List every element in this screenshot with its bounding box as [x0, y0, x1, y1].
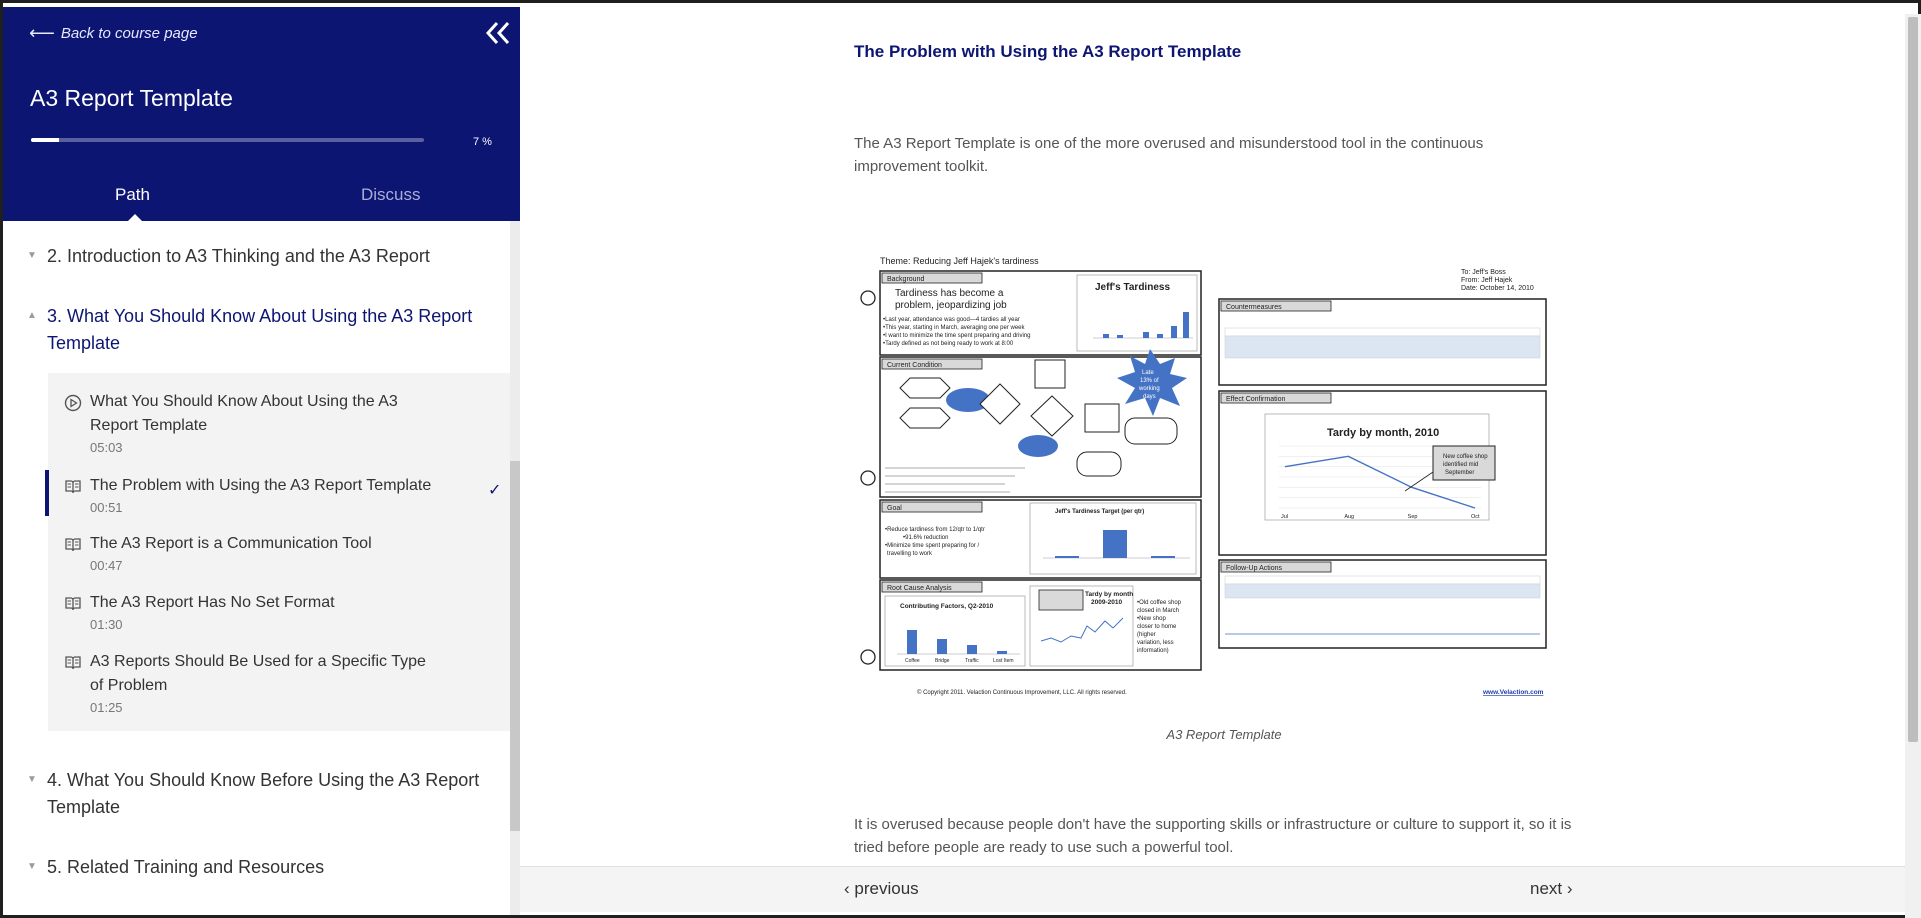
root-note: •New shop [1137, 616, 1166, 622]
lesson-item[interactable] [48, 650, 510, 720]
chart2-callout: September [1445, 470, 1475, 476]
tab-discuss[interactable]: Discuss [361, 185, 421, 204]
tardy-chart-title: Tardy by month [1085, 591, 1134, 598]
figure-to: To: Jeff's Boss [1461, 269, 1506, 276]
lesson-title: The Problem with Using the A3 Report Template [90, 477, 432, 494]
root-note: (higher [1137, 632, 1156, 638]
course-sidebar [3, 7, 520, 915]
followup-box [1219, 560, 1546, 648]
lesson-item[interactable] [48, 390, 510, 455]
content-scrollbar-thumb[interactable] [1908, 17, 1918, 742]
body-line-1: It is overused because people don't have the supporting skills or infrastructure or culture to support it, so it is [854, 816, 1572, 833]
starburst-text: days [1143, 394, 1156, 400]
lesson-duration: 00:51 [90, 500, 123, 515]
lesson-navigation [520, 866, 1905, 912]
double-chevron-left-icon[interactable] [484, 19, 512, 47]
lesson-duration: 01:25 [90, 700, 123, 715]
effect-label: Effect Confirmation [1226, 396, 1286, 403]
starburst-text: Late [1142, 370, 1154, 376]
lesson-list [48, 373, 510, 731]
root-category: Coffee [905, 658, 920, 664]
next-button[interactable] [1530, 879, 1573, 899]
chart2-title: Tardy by month, 2010 [1327, 427, 1440, 439]
background-bullet: •This year, starting in March, averaging one per week [883, 325, 1025, 331]
section-label: 4. What You Should Know Before Using the A3 Report Template [47, 770, 480, 817]
lesson-title: What You Should Know About Using the A3 Report Template [90, 393, 398, 434]
root-note: variation, less [1137, 640, 1174, 646]
lesson-item[interactable] [48, 591, 510, 637]
current-lesson-marker [45, 470, 49, 516]
back-to-course-link[interactable] [29, 24, 198, 42]
chart2-callout: New coffee shop [1443, 454, 1488, 460]
book-icon [64, 478, 82, 496]
tab-path[interactable]: Path [115, 185, 150, 204]
section-label: 5. Related Training and Resources [47, 857, 325, 877]
background-text-1: Tardiness has become a [895, 288, 1004, 299]
root-chart-title: Contributing Factors, Q2-2010 [900, 603, 994, 610]
root-category: Lost Item [993, 658, 1014, 664]
starburst-text: 13% of [1140, 378, 1159, 384]
background-bullet: •I want to minimize the time spent preparing and driving [883, 333, 1031, 339]
hole-punch [861, 291, 875, 305]
chart2-month-label: Aug [1344, 514, 1355, 520]
next-label: next [1530, 879, 1563, 898]
lesson-item-current[interactable] [48, 474, 510, 520]
play-circle-icon [64, 394, 82, 412]
figure-website: www.Velaction.com [1483, 689, 1544, 696]
root-cause-label: Root Cause Analysis [887, 585, 952, 592]
lesson-title: A3 Reports Should Be Used for a Specific Type of Problem [90, 653, 426, 694]
countermeasures-label: Countermeasures [1226, 304, 1282, 311]
root-note: closer to home [1137, 624, 1177, 630]
lesson-title: The A3 Report Has No Set Format [90, 594, 335, 611]
book-icon [64, 595, 82, 613]
lesson-duration: 05:03 [90, 440, 123, 455]
figure-copyright: © Copyright 2011. Velaction Continuous Improvement, LLC. All rights reserved. [917, 690, 1127, 696]
figure-from: From: Jeff Hajek [1461, 277, 1513, 284]
chevron-up-icon: ▲ [27, 310, 37, 321]
lesson-duration: 01:30 [90, 617, 123, 632]
arrow-left-icon: ⟵ [29, 23, 55, 43]
progress-fill [31, 138, 59, 142]
section-label: 2. Introduction to A3 Thinking and the A3 Report [47, 246, 430, 266]
followup-label: Follow-Up Actions [1226, 565, 1283, 572]
background-bullet: •Last year, attendance was good—4 tardies all year [883, 317, 1020, 323]
hole-punch [861, 471, 875, 485]
sidebar-header [3, 7, 520, 221]
chart2-month-label: Oct [1471, 514, 1480, 520]
figure-theme: Theme: Reducing Jeff Hajek's tardiness [880, 256, 1039, 266]
previous-label: previous [854, 879, 919, 898]
hole-punch [861, 650, 875, 664]
section-label: 3. What You Should Know About Using the A3 Report Template [47, 306, 473, 353]
chevron-down-icon: ▼ [27, 861, 37, 872]
progress-percent: 7 % [473, 136, 492, 148]
goal-bullet: travelling to work [887, 551, 933, 557]
body-line-2: tried before people are ready to use such a powerful tool. [854, 839, 1234, 856]
previous-button[interactable] [844, 879, 919, 899]
root-category: Traffic [965, 658, 979, 664]
goal-bullet: •Reduce tardiness from 12/qtr to 1/qtr [885, 527, 985, 533]
book-icon [64, 536, 82, 554]
chart2-month-label: Jul [1281, 514, 1289, 520]
background-label: Background [887, 276, 925, 283]
chevron-down-icon: ▼ [27, 250, 37, 261]
chevron-right-icon: › [1566, 879, 1573, 898]
root-note: closed in March [1137, 608, 1180, 614]
figure-date: Date: October 14, 2010 [1461, 285, 1534, 292]
figure-caption: A3 Report Template [1166, 727, 1282, 742]
course-title: A3 Report Template [30, 85, 233, 111]
completed-check-icon: ✓ [488, 482, 502, 499]
goal-label: Goal [887, 505, 902, 512]
root-note: •Old coffee shop [1137, 600, 1182, 606]
chart1-title: Jeff's Tardiness [1095, 282, 1170, 293]
book-icon [64, 654, 82, 672]
current-condition-label: Current Condition [887, 362, 942, 369]
root-note: information) [1137, 648, 1169, 654]
sidebar-scrollbar-thumb[interactable] [510, 461, 520, 831]
chart2-month-label: Sep [1407, 514, 1418, 520]
goal-bullet: •91.6% reduction [903, 535, 949, 541]
tardy-chart-title: 2009-2010 [1091, 599, 1123, 606]
chevron-left-icon: ‹ [844, 879, 850, 898]
lesson-content [520, 7, 1905, 915]
chart2-callout: identified mid [1443, 462, 1479, 468]
root-category: Bridge [935, 658, 950, 664]
background-text-2: problem, jeopardizing job [895, 300, 1007, 311]
lesson-duration: 00:47 [90, 558, 123, 573]
chevron-down-icon: ▼ [27, 774, 37, 785]
background-bullet: •Tardy defined as not being ready to work at 8:00 [883, 341, 1014, 347]
back-link-label: Back to course page [60, 24, 198, 42]
intro-line-1: The A3 Report Template is one of the more overused and misunderstood tool in the continuous [854, 135, 1484, 152]
course-progress-bar [31, 138, 424, 142]
goal-chart-title: Jeff's Tardiness Target (per qtr) [1055, 509, 1145, 515]
starburst-text: working [1139, 386, 1160, 392]
article-title: The Problem with Using the A3 Report Template [854, 42, 1242, 61]
intro-line-2: improvement toolkit. [854, 158, 989, 175]
a3-report-figure [855, 246, 1575, 706]
lesson-title: The A3 Report is a Communication Tool [90, 535, 372, 552]
course-outline [3, 221, 520, 915]
goal-bullet: •Minimize time spent preparing for / [885, 543, 980, 549]
lesson-item[interactable] [48, 532, 510, 578]
